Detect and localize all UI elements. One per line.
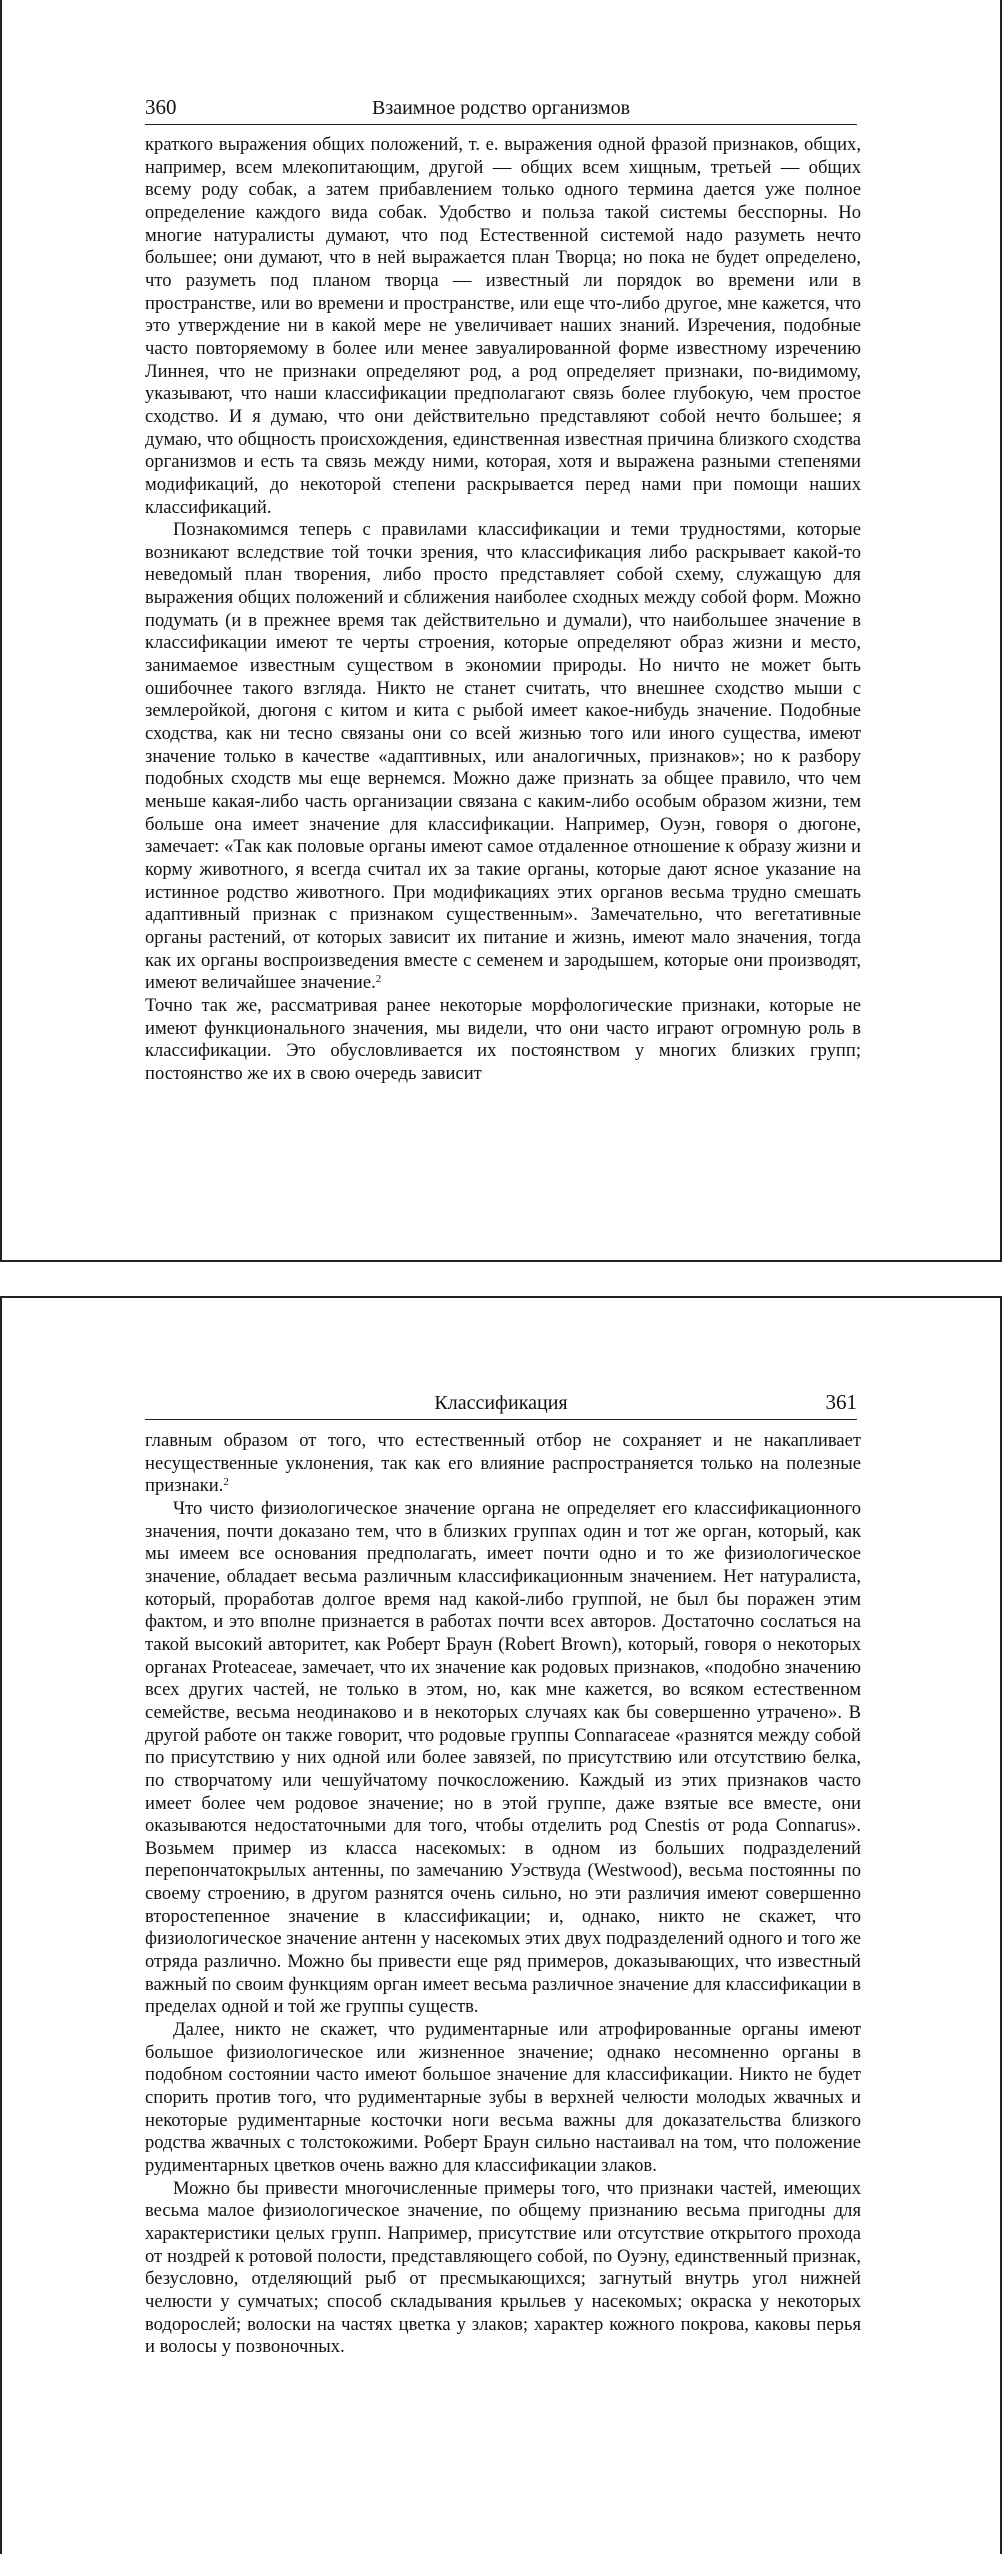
paragraph [145, 519, 861, 995]
page-number: 361 [825, 1390, 857, 1414]
paragraph-text: Можно бы привести многочисленные примеры того, что признаки частей, имеющих весьма малое физиологическое значение, по общему признанию весьма пригодны для характеристики целых групп. Например, присутствие или отсутствие открытого прохода от ноздрей к ротовой полости, представляющего собой, по Оуэну, единственный признак, безусловно, отделяющий рыб от пресмыкающихся; загнутый внутрь угол нижней челюсти у сумчатых; способ складывания крыльев у насекомых; окраска у некоторых водорослей; волоски на частях цветка у злаков; характер кожного покрова, каковы перья и волосы у позвоночных. [145, 2177, 861, 2358]
paragraph-text: главным образом от того, что естественный отбор не сохраняет и не накапливает несущественные уклонения, так как его влияние распространяется только на полезные признаки. [145, 1430, 861, 1497]
page-gap [0, 1262, 1002, 1296]
paragraph [145, 2178, 861, 2359]
paragraph-text: краткого выражения общих положений, т. е. выражения одной фразой признаков, общих, например, всем млекопитающим, другой — общих всем хищным, третьей — общих всему роду собак, а затем прибавлением только одного термина дается уже полное определение каждого вида собак. Удобство и польза такой системы бесспорны. Но многие натуралисты думают, что под Естественной системой надо разуметь нечто большее; они думают, что в ней выражается план Творца; но пока не будет определено, что разуметь под планом творца — известный ли порядок во времени или в пространстве, или во времени и пространстве, или еще что-либо другое, мне кажется, что это утверждение ни в какой мере не увеличивает наших знаний. Изречения, подобные часто повторяемому в более или менее завуалированной форме известному изречению Линнея, что не признаки определяют род, а род определяет признаки, по-видимому, указывают, что наши классификации предполагают связь более глубокую, чем простое сходство. И я думаю, что они действительно представляют собой нечто большее; я думаю, что общность происхождения, единственная известная причина близкого сходства организмов и есть та связь между ними, которая, хотя и выражена разными степенями модификаций, до некоторой степени раскрывается перед нами при помощи наших классификаций. [145, 134, 861, 518]
paragraph [145, 2019, 861, 2178]
paragraph [145, 995, 861, 1086]
footnote-marker: 2 [223, 1476, 229, 1489]
page-361 [0, 1296, 1002, 2554]
running-header [145, 1389, 857, 1420]
paragraph-text: Познакомимся теперь с правилами классификации и теми трудностями, которые возникают вследствие той точки зрения, что классификация либо раскрывает какой-то неведомый план творения, либо просто представляет собой схему, служащую для выражения общих положений и сближения наиболее сходных между собой форм. Можно подумать (и в прежнее время так действительно и думали), что наибольшее значение в классификации имеют те черты строения, которые определяют образ жизни и место, занимаемое известным существом в экономии природы. Но ничто не может быть ошибочнее такого взгляда. Никто не станет считать, что внешнее сходство мыши с землеройкой, дюгоня с китом и кита с рыбой имеет какое-нибудь значение. Подобные сходства, как ни тесно связаны они со всей жизнью того или иного существа, имеют значение только в качестве «адаптивных, или аналогичных, признаков»; но к разбору подобных сходств мы еще вернемся. Можно даже признать за общее правило, что чем меньше какая-либо часть организации связана с каким-либо особым образом жизни, тем больше она имеет значение для классификации. Например, Оуэн, говоря о дюгоне, замечает: «Так как половые органы имеют самое отдаленное отношение к образу жизни и корму животного, я всегда считал их за такие органы, которые дают ясное указание на истинное родство животного. При модификациях этих органов весьма трудно смешать адаптивный признак с признаком существенным». Замечательно, что вегетативные органы растений, от которых зависит их питание и жизнь, имеют мало значения, тогда как их органы воспроизведения вместе с семенем и зародышем, которые они производят, имеют величайшее значение. [145, 519, 861, 994]
paragraph [145, 1430, 861, 1498]
running-head-title: Взаимное родство организмов [371, 97, 631, 119]
paragraph [145, 134, 861, 519]
paragraph-text: Точно так же, рассматривая ранее некоторые морфологические признаки, которые не имеют функционального значения, мы видели, что они часто играют огромную роль в классификации. Это обусловливается их постоянством у многих близких групп; постоянство же их в свою очередь зависит [145, 994, 861, 1084]
page-body [145, 1430, 861, 2359]
footnote-marker: 2 [375, 973, 382, 986]
paragraph-text: Что чисто физиологическое значение органа не определяет его классификационного значения, почти доказано тем, что в близких группах один и тот же орган, который, как мы имеем все основания предполагать, имеет почти одно и то же физиологическое значение, обладает весьма различным классификационным значением. Нет натуралиста, который, проработав долгое время над какой-либо группой, не был бы поражен этим фактом, и это вполне признается в работах почти всех авторов. Достаточно сослаться на такой высокий авторитет, как Роберт Браун (Robert Brown), который, говоря о некоторых органах Proteaceae, замечает, что их значение как родовых признаков, «подобно значению всех других частей, не только в этом, но, как мне кажется, во всяком естественном семействе, весьма неодинаково и в некоторых случаях как бы совершенно утрачено». В другой работе он также говорит, что родовые группы Connaraceae «разнятся между собой по присутствию у них одной или более завязей, по присутствию или отсутствию белка, по створчатому или чешуйчатому почкосложению. Каждый из этих признаков часто имеет более чем родовое значение; но в этой группе, даже взятые все вместе, они оказываются недостаточными для того, чтобы отделить род Cnestis от рода Connarus». Возьмем пример из класса насекомых: в одном из больших подразделений перепончатокрылых антенны, по замечанию Уэствуда (Westwood), весьма постоянны по своему строению, в другом разнятся очень сильно, но эти различия имеют совершенно второстепенное значение в классификации; и, однако, никто не скажет, что физиологическое значение антенн у насекомых этих двух подразделений одного и того же отряда различно. Можно бы привести еще ряд примеров, доказывающих, что известный важный по своим функциям орган имеет весьма различное значение для классификации в пределах одной и той же группы существ. [145, 1497, 861, 2018]
page-360 [0, 0, 1002, 1262]
paragraph [145, 1498, 861, 2019]
running-head-title: Классификация [434, 1392, 568, 1414]
running-header [145, 94, 857, 125]
page-body [145, 134, 861, 1086]
page-number: 360 [145, 95, 177, 119]
paragraph-text: Далее, никто не скажет, что рудиментарные или атрофированные органы имеют большое физиологическое или жизненное значение; однако несомненно органы в подобном состоянии часто имеют большое значение для классификации. Никто не будет спорить против того, что рудиментарные зубы в верхней челюсти молодых жвачных и некоторые рудиментарные косточки ноги весьма важны для доказательства близкого родства жвачных с толстокожими. Роберт Браун сильно настаивал на том, что положение рудиментарных цветков очень важно для классификации злаков. [145, 2019, 861, 2176]
